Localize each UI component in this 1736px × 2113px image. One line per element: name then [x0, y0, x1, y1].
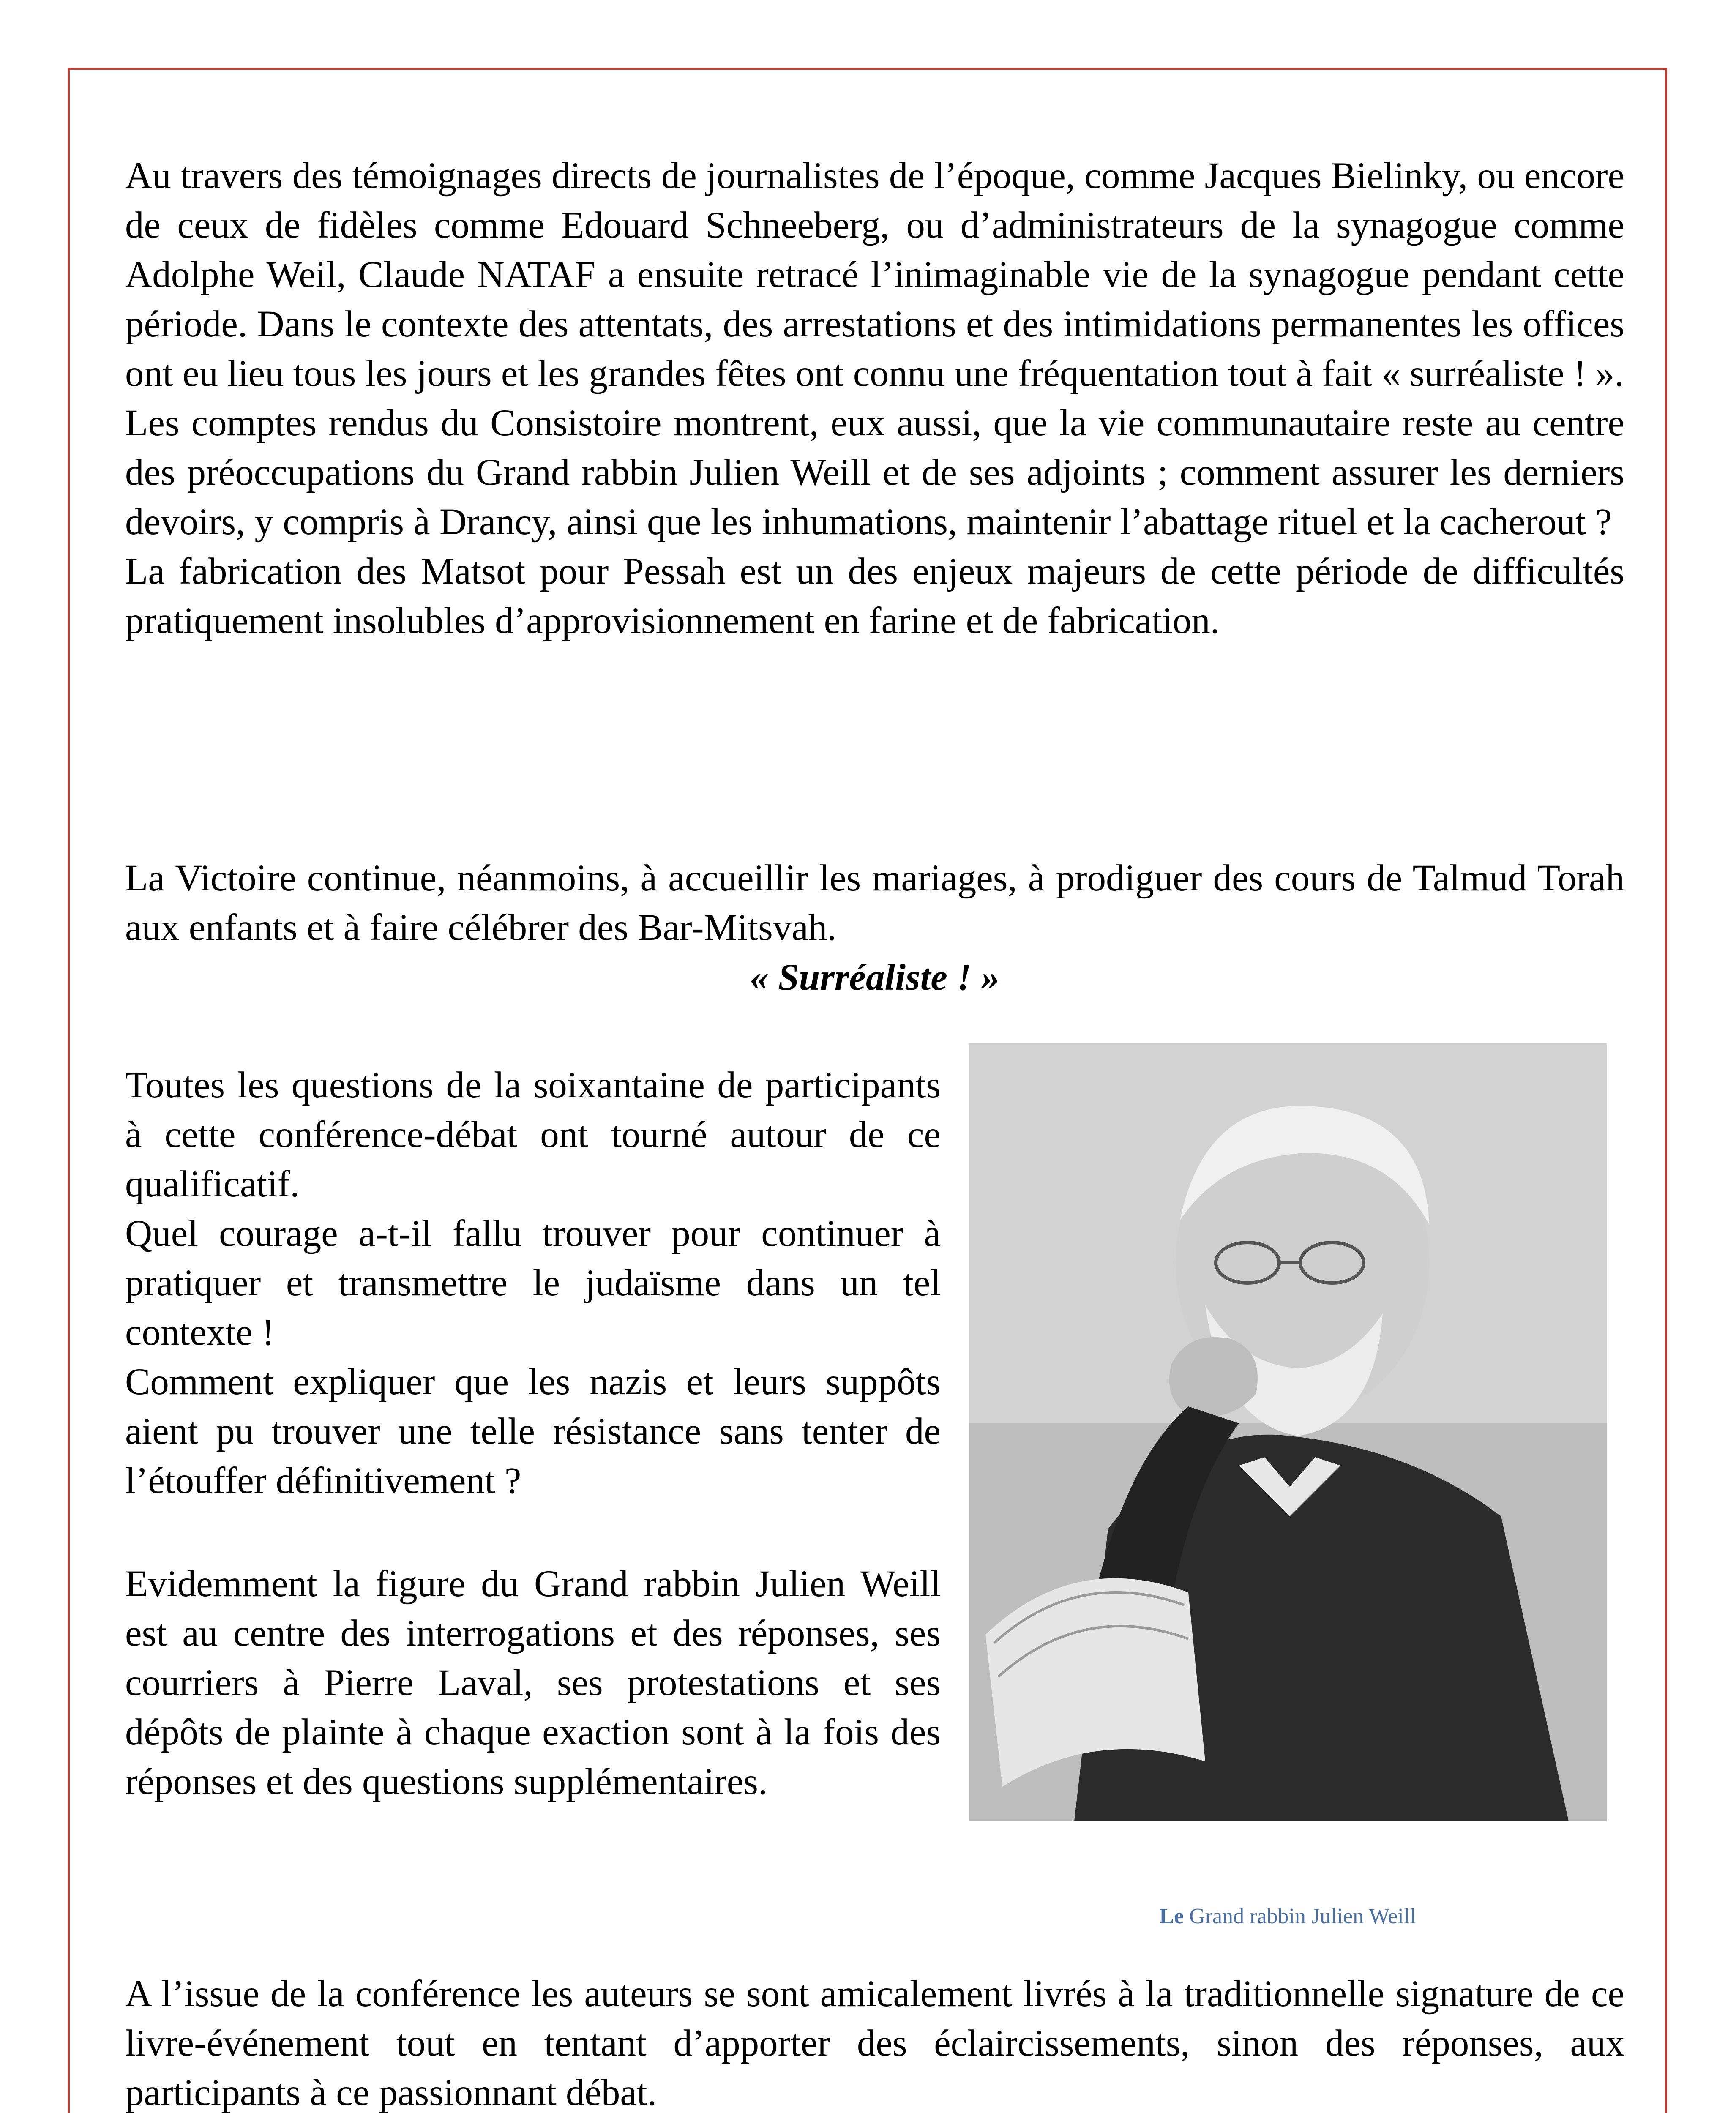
portrait-photo	[969, 1043, 1607, 1821]
paragraph-consistoire: Les comptes rendus du Consistoire montrent, eux aussi, que la vie communautaire reste au centre des préoccupations du Grand rabbin Julien Weill et de ses adjoints ; comment assurer les derniers devoirs, y compris à Drancy, ainsi que les inhumations, maintenir l’abattage rituel et la cacherout ?	[125, 402, 1624, 543]
paragraph-matsot: La fabrication des Matsot pour Pessah est un des enjeux majeurs de cette période de difficultés pratiquement insolubles d’approvisionnement en farine et de fabrication.	[125, 551, 1624, 642]
caption-rest: Grand rabbin Julien Weill	[1184, 1904, 1416, 1928]
photo-caption	[969, 1902, 1607, 1931]
paragraph-victoire: La Victoire continue, néanmoins, à accueillir les mariages, à prodiguer des cours de Talmud Torah aux enfants et à faire célébrer des Bar-Mitsvah.	[125, 857, 1624, 948]
intro-text	[125, 151, 1624, 646]
paragraph-courage: Quel courage a-t-il fallu trouver pour continuer à pratiquer et transmettre le judaïsme dans un tel contexte !	[125, 1213, 941, 1353]
paragraph-grand-rabbin: Evidemment la figure du Grand rabbin Julien Weill est au centre des interrogations et des réponses, ses courriers à Pierre Laval, ses protestations et ses dépôts de plainte à chaque exaction sont à la fois des réponses et des questions supplémentaires.	[125, 1563, 941, 1802]
paragraph-resistance: Comment expliquer que les nazis et leurs suppôts aient pu trouver une telle résistance sans tenter de l’étouffer définitivement ?	[125, 1361, 941, 1501]
questions-text	[125, 1061, 941, 1506]
paragraph-temoignages: Au travers des témoignages directs de journalistes de l’époque, comme Jacques Bielinky, ou encore de ceux de fidèles comme Edouard Schneeberg, ou d’administrateurs de la synagogue comme Adolphe Weil, Claude NATAF a ensuite retracé l’inimaginable vie de la synagogue pendant cette période. Dans le contexte des attentats, des arrestations et des intimidations permanentes les offices ont eu lieu tous les jours et les grandes fêtes ont connu une fréquentation tout à fait « surréaliste ! ».	[125, 155, 1624, 394]
paragraph-final: A l’issue de la conférence les auteurs se sont amicalement livrés à la traditionnelle signature de ce livre-événement tout en tentant d’apporter des éclaircissements, sinon des réponses, aux participants à ce passionnant débat.	[125, 1973, 1624, 2113]
paragraph-questions: Toutes les questions de la soixantaine de participants à cette conférence-débat ont tourné autour de ce qualificatif.	[125, 1065, 941, 1205]
caption-lead: Le	[1159, 1904, 1184, 1928]
section-title: « Surréaliste ! »	[750, 957, 1000, 998]
portrait-illustration	[969, 1043, 1607, 1821]
